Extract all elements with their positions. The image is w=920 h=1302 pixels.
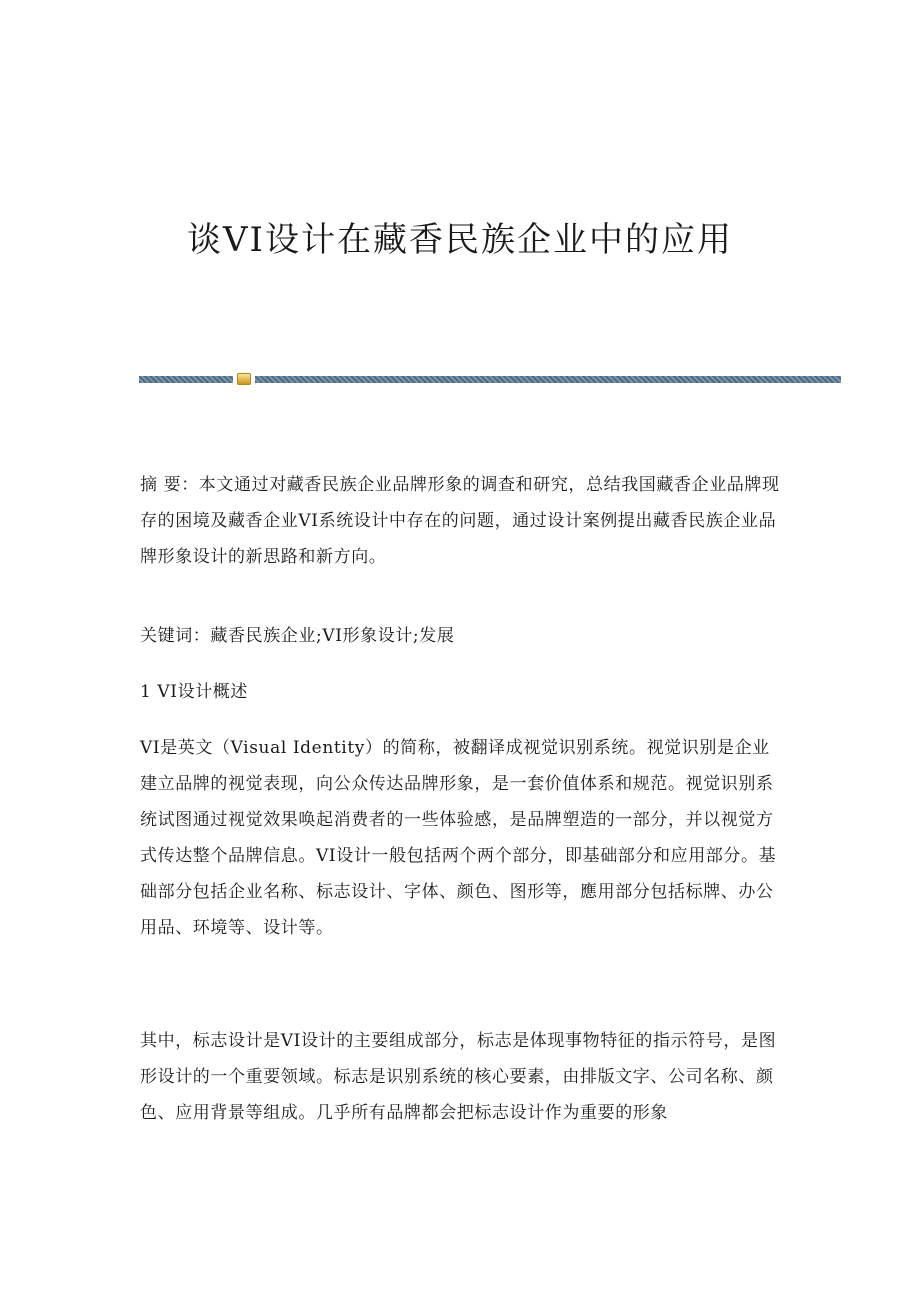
divider-bar-left (139, 376, 233, 383)
body-paragraph: 其中，标志设计是VI设计的主要组成部分，标志是体现事物特征的指示符号，是图形设计的一个重要领域。标志是识别系统的核心要素，由排版文字、公司名称、颜色、应用背景等组成。几乎所有品牌都会把标志设计作为重要的形象 (140, 1031, 777, 1123)
title-divider (139, 373, 841, 385)
section-heading: 1 VI设计概述 (140, 682, 249, 702)
divider-bar-right (255, 376, 841, 383)
divider-ornament-icon (237, 373, 251, 385)
body-paragraph: VI是英文（Visual Identity）的简称，被翻译成视觉识别系统。视觉识别是企业建立品牌的视觉表现，向公众传达品牌形象，是一套价值体系和规范。视觉识别系统试图通过视觉效果唤起消费者的一些体验感，是品牌塑造的一部分，并以视觉方式传达整个品牌信息。VI设计一般包括两个两个部分，即基础部分和应用部分。基础部分包括企业名称、标志设计、字体、颜色、图形等，應用部分包括标牌、办公用品、环境等、设计等。 (140, 738, 777, 938)
document-title: 谈VI设计在藏香民族企业中的应用 (187, 220, 733, 260)
keywords-line: 关键词：藏香民族企业;VI形象设计;发展 (140, 626, 455, 646)
abstract-paragraph: 摘 要：本文通过对藏香民族企业品牌形象的调查和研究，总结我国藏香企业品牌现存的困境及藏香企业VI系统设计中存在的问题，通过设计案例提出藏香民族企业品牌形象设计的新思路和新方向。 (140, 475, 780, 567)
